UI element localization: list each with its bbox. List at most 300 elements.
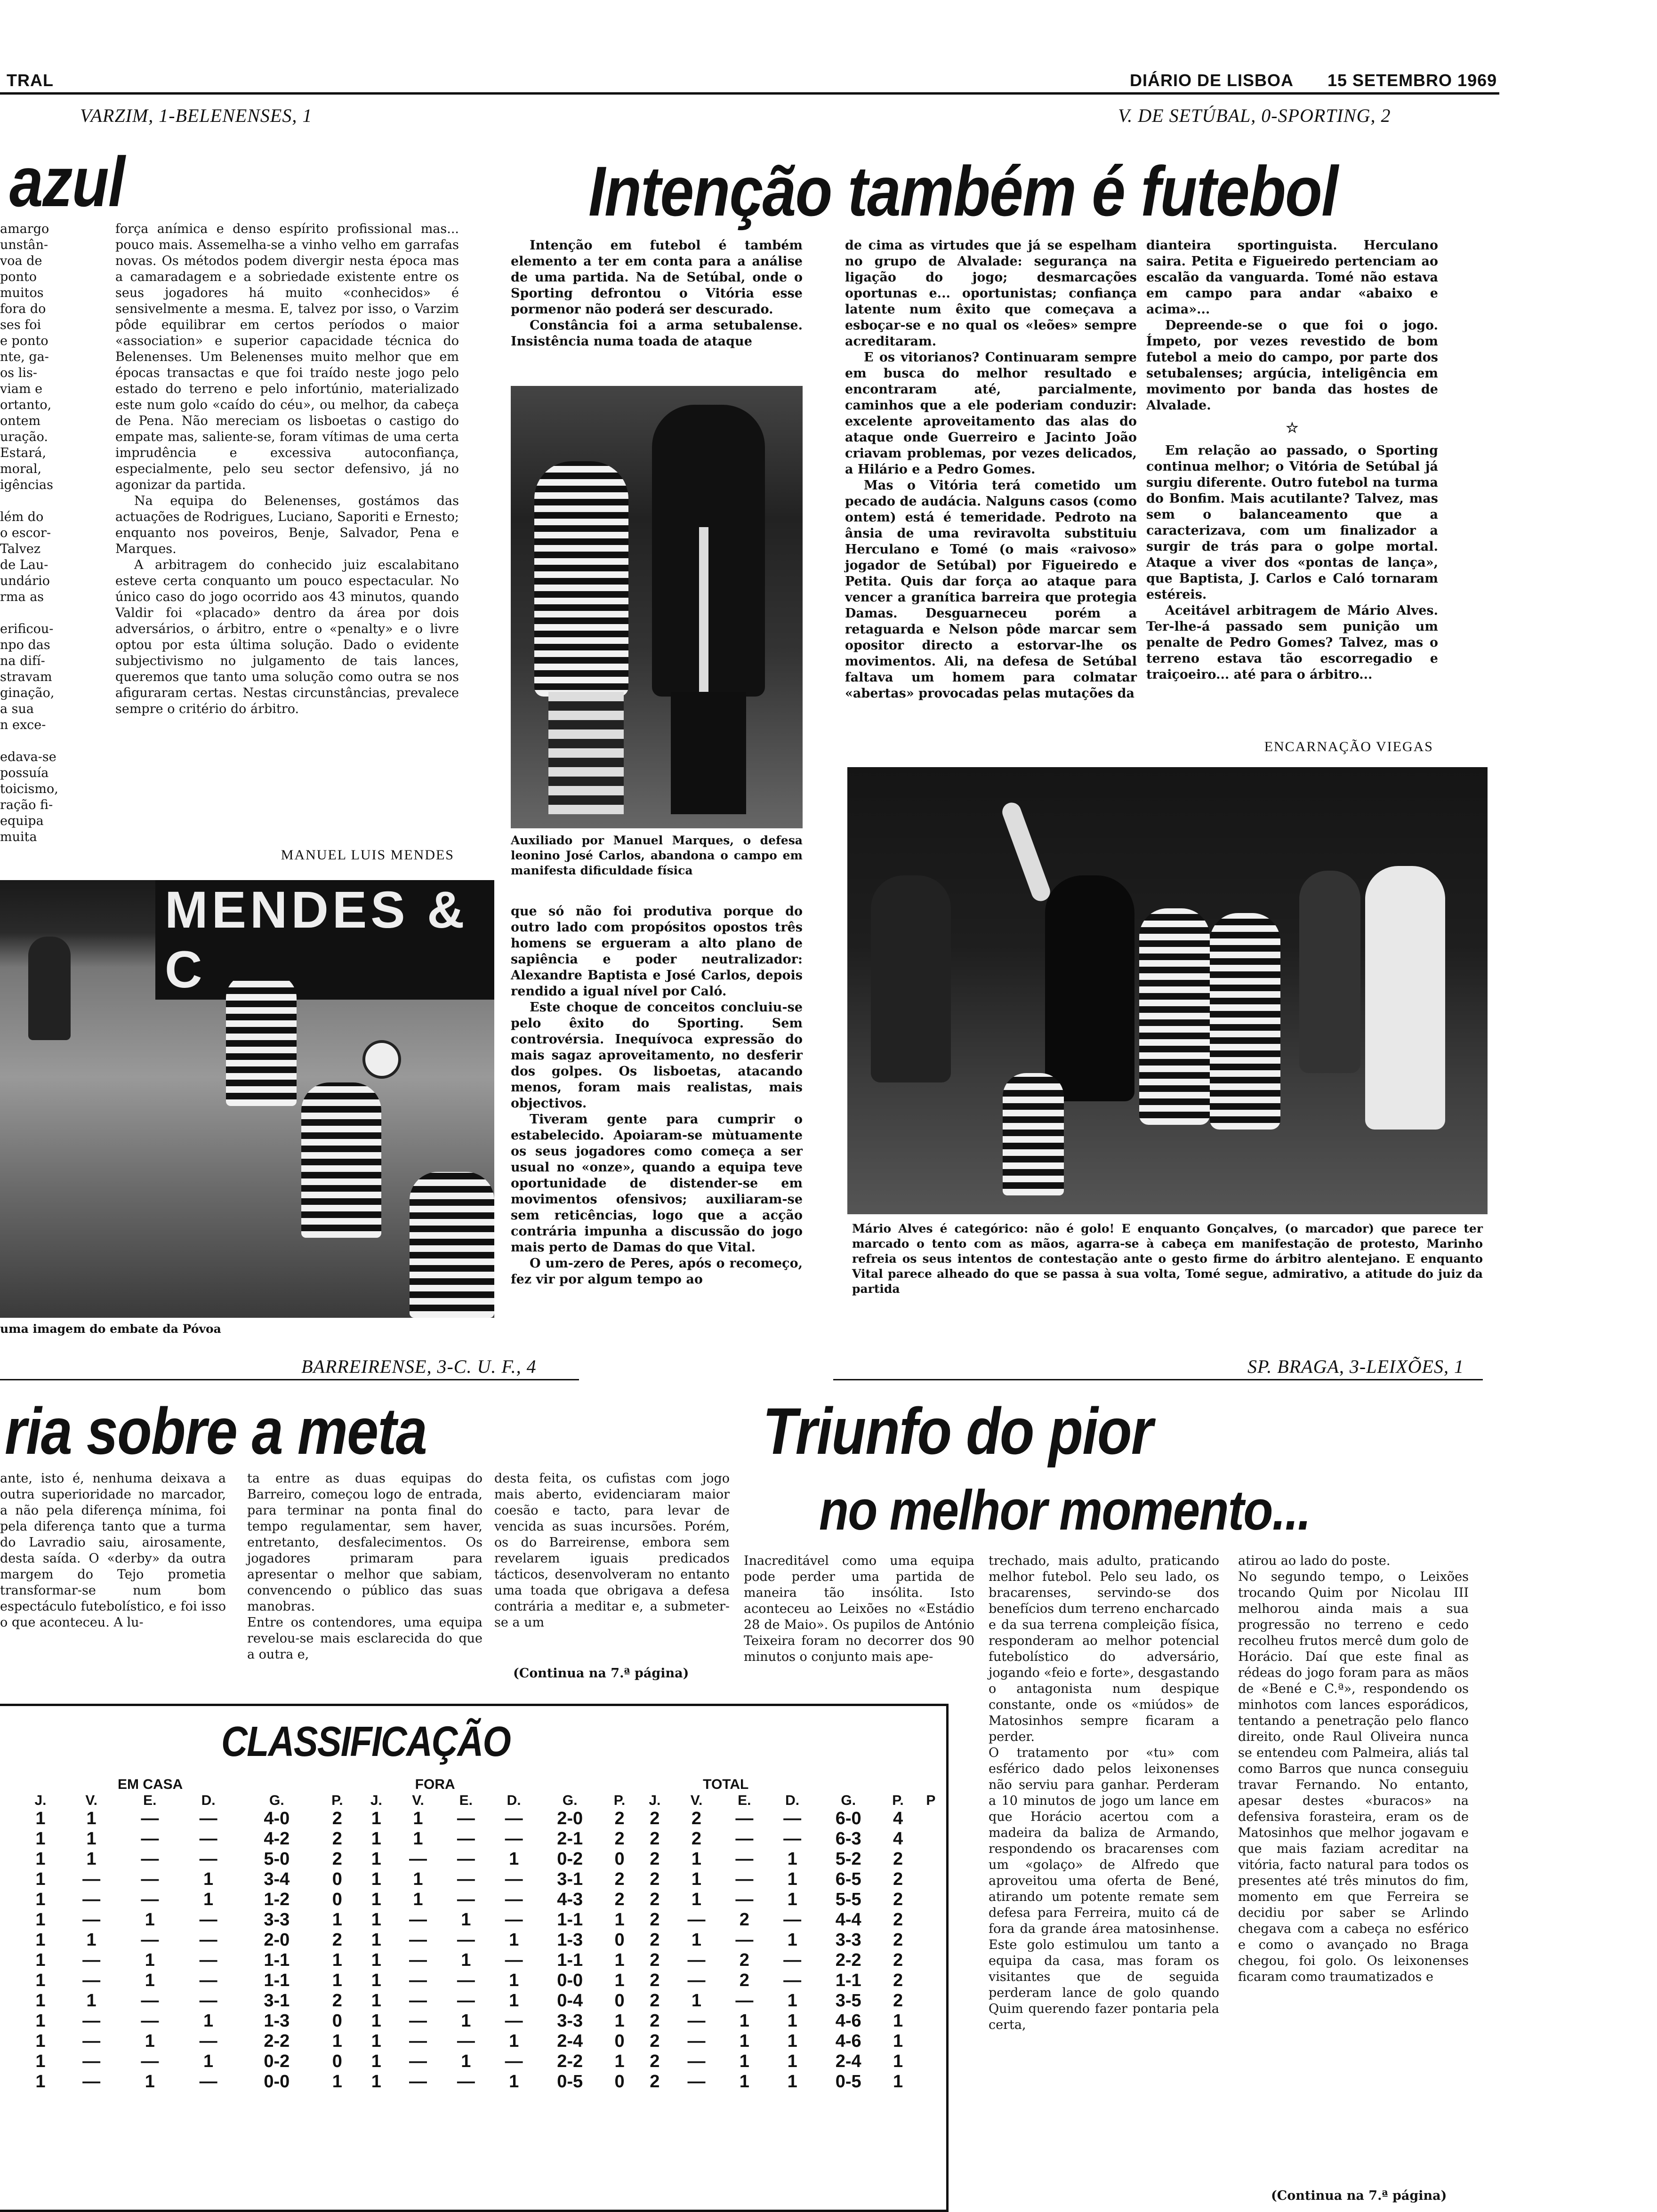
table-cell: 2 xyxy=(614,1890,625,1909)
classificacao-rows xyxy=(19,1809,946,2092)
table-cell: — xyxy=(783,1809,802,1828)
table-cell: 2 xyxy=(332,1930,342,1950)
cut-line: a sua xyxy=(0,702,34,716)
table-cell: 1 xyxy=(35,2031,46,2051)
cut-line: os lis- xyxy=(0,366,37,380)
table-cell: 2-0 xyxy=(557,1809,583,1828)
table-cell: 0-5 xyxy=(557,2072,583,2092)
table-cell: 2 xyxy=(332,1809,342,1828)
table-cell: 2 xyxy=(614,1869,625,1889)
table-row xyxy=(19,2052,946,2072)
section-rule-left xyxy=(0,1379,579,1380)
table-cell: 2-0 xyxy=(264,1930,290,1950)
table-cell: 1 xyxy=(413,1809,423,1828)
table-cell: 2 xyxy=(650,1869,660,1889)
continua-link-braga[interactable]: (Continua na 7.ª página) xyxy=(1271,2188,1447,2203)
table-cell: — xyxy=(199,1910,217,1930)
table-cell: — xyxy=(199,1950,217,1970)
table-cell: 2 xyxy=(614,1829,625,1849)
table-cell: 1 xyxy=(145,2072,155,2092)
table-cell: — xyxy=(141,1869,159,1889)
table-cell: 1 xyxy=(509,1971,519,1990)
table-row xyxy=(19,1930,946,1950)
table-cell: 1 xyxy=(787,2011,797,2031)
table-cell: 1 xyxy=(893,2011,903,2031)
table-cell: 1 xyxy=(509,2072,519,2092)
player-striped xyxy=(534,461,628,697)
player-striped-3 xyxy=(1003,1073,1064,1195)
paragraph: Na equipa do Belenenses, gostámos das actuações de Rodrigues, Luciano, Saporiti e Ernesto; enquanto nos poveiros, Benje, Salvador, Pena e Marques. xyxy=(115,494,459,556)
table-cell: 1 xyxy=(614,1910,625,1930)
cut-line: ortanto, xyxy=(0,398,52,412)
column-header: V. xyxy=(690,1793,703,1808)
column-header: D. xyxy=(507,1793,521,1808)
table-cell: — xyxy=(687,2072,706,2092)
table-cell: — xyxy=(457,1829,475,1849)
cut-line: ses foi xyxy=(0,318,41,332)
table-cell: 2 xyxy=(614,1809,625,1828)
table-cell: — xyxy=(409,2031,427,2051)
table-cell: 4-6 xyxy=(835,2031,861,2051)
table-cell: 1 xyxy=(35,1971,46,1990)
column-header: D. xyxy=(201,1793,216,1808)
table-cell: 1 xyxy=(691,1890,702,1909)
table-cell: 2 xyxy=(650,2031,660,2051)
setubal-col2 xyxy=(845,238,1137,702)
table-cell: 1 xyxy=(461,1950,471,1970)
table-cell: 1 xyxy=(787,2031,797,2051)
table-cell: — xyxy=(457,1849,475,1869)
table-cell: — xyxy=(783,1829,802,1849)
table-cell: 2 xyxy=(332,1829,342,1849)
table-cell: 0-2 xyxy=(264,2052,290,2071)
cut-column xyxy=(0,221,101,845)
table-cell: 1 xyxy=(614,2011,625,2031)
table-cell: 1 xyxy=(371,1971,381,1990)
table-cell: 1 xyxy=(413,1869,423,1889)
table-row xyxy=(19,1809,946,1829)
table-cell: — xyxy=(505,1869,523,1889)
table-cell: — xyxy=(82,1910,101,1930)
table-cell: 1 xyxy=(787,2072,797,2092)
headline-intencao: Intenção também é futebol xyxy=(588,152,1338,231)
table-row xyxy=(19,2031,946,2052)
table-cell: 1-3 xyxy=(264,2011,290,2031)
table-cell: — xyxy=(199,2072,217,2092)
table-cell: 1 xyxy=(371,1950,381,1970)
table-cell: 4-4 xyxy=(835,1910,861,1930)
column-header-row xyxy=(19,1793,946,1809)
table-cell: 5-0 xyxy=(264,1849,290,1869)
table-cell: — xyxy=(409,1991,427,2011)
barreirense-col-b: ta entre as duas equipas do Barreiro, começou logo de entrada, para terminar na ponta final do tempo regulamentar, sem haver, entretanto, desfalecimentos. Os jogadores primaram para apresentar o melhor que sabiam, convencendo o público das suas manobras. Entre os contendores, uma equipa revelou-se mais esclarecida do que a outra e, xyxy=(247,1471,483,1662)
table-cell: — xyxy=(687,2011,706,2031)
table-cell: — xyxy=(409,2072,427,2092)
headline-triunfo-line2: no melhor momento... xyxy=(819,1479,1311,1542)
table-cell: — xyxy=(199,2031,217,2051)
cut-line: nte, ga- xyxy=(0,350,49,364)
table-cell: 3-5 xyxy=(835,1991,861,2011)
table-cell: — xyxy=(735,1890,754,1909)
table-cell: 4 xyxy=(893,1809,903,1828)
table-cell: — xyxy=(141,2052,159,2071)
table-cell: 1 xyxy=(35,1869,46,1889)
table-cell: 1 xyxy=(691,1869,702,1889)
table-cell: 2 xyxy=(650,1971,660,1990)
column-header: E. xyxy=(738,1793,751,1808)
column-header: E. xyxy=(459,1793,473,1808)
table-cell: 1-1 xyxy=(557,1950,583,1970)
table-row xyxy=(19,1890,946,1910)
barreirense-col-c: desta feita, os cufistas com jogo mais aberto, evidenciaram maior coesão e tacto, para levar de vencida as suas incursões. Porém, os do Barreirense, embora sem revelarem iguais predicados tácticos, desenvolveram no entanto uma toada que obrigava a defesa contrária a meditar e, a submeter-se a um xyxy=(494,1471,730,1630)
table-cell: 2 xyxy=(893,1890,903,1909)
group-header-row xyxy=(19,1777,946,1793)
table-cell: 0-0 xyxy=(557,1971,583,1990)
table-cell: — xyxy=(735,1869,754,1889)
paragraph: Depreende-se o que foi o jogo. Ímpeto, por vezes revestido de bom futebol a meio do campo, por parte dos setubalenses; argúcia, inteligência em movimento por banda das hostes de Alvalade. xyxy=(1146,318,1438,413)
table-cell: 3-1 xyxy=(264,1991,290,2011)
header-rule xyxy=(0,92,1499,95)
table-cell: — xyxy=(82,2011,101,2031)
helper-white-stripe xyxy=(699,527,708,706)
cut-line: o escor- xyxy=(0,526,51,540)
table-cell: 1 xyxy=(86,1849,97,1869)
table-cell: — xyxy=(687,1910,706,1930)
column-header: J. xyxy=(370,1793,382,1808)
table-cell: 0 xyxy=(614,2031,625,2051)
table-cell: 1 xyxy=(371,1869,381,1889)
table-cell: 0 xyxy=(332,1890,342,1909)
player-white-kit xyxy=(1365,866,1445,1130)
cut-line: na difí- xyxy=(0,654,45,668)
table-cell: 1 xyxy=(35,1950,46,1970)
player-striped-1 xyxy=(1139,908,1210,1125)
match-kicker-varzim: VARZIM, 1-BELENENSES, 1 xyxy=(80,105,313,126)
cut-line: undário xyxy=(0,574,50,588)
table-cell: 6-3 xyxy=(835,1829,861,1849)
table-cell: 1 xyxy=(413,1890,423,1909)
classificacao-title: CLASSIFICAÇÃO xyxy=(221,1718,511,1765)
column-header: V. xyxy=(412,1793,424,1808)
byline-mendes: MANUEL LUIS MENDES xyxy=(281,847,454,863)
table-cell: — xyxy=(457,1991,475,2011)
table-cell: 0 xyxy=(614,2072,625,2092)
braga-col2: trechado, mais adulto, praticando melhor futebol. Pelo seu lado, os bracarenses, servindo-se dos benefícios dum terreno encharcado e da sua terrena compleição física, responderam ao melhor potencial futebolístico do adversário, jogando «feio e forte», desgastando o antagonista num despique constante, onde os «miúdos» de Matosinhos sempre ficaram a perder. O tratamento por «tu» com esférico dado pelos leixonenses não serviu para ganhar. Perderam a 10 minutos de jogo um lance em que Horácio acertou com a madeira da baliza de Armando, respondendo os bracarenses com um «golaço» de Alfredo que aproveitou uma oferta de Bené, atirando um potente remate sem defesa para Ferreira, muito cá de fora da grande área matosinhense. Este golo estimulou um tanto a equipa da casa, mas foram os visitantes que de seguida perderam lance de golo quando Quim querendo fazer pontaria pela certa, xyxy=(989,1554,1219,2032)
table-cell: — xyxy=(457,2031,475,2051)
table-cell: 1 xyxy=(787,1869,797,1889)
player-striped-2 xyxy=(1210,913,1280,1130)
cut-line: igências xyxy=(0,478,53,492)
cut-line: viam e xyxy=(0,382,43,396)
table-cell: 0 xyxy=(614,1930,625,1950)
table-cell: — xyxy=(409,1849,427,1869)
table-cell: 1 xyxy=(509,2031,519,2051)
table-cell: 2 xyxy=(650,1950,660,1970)
table-cell: 1 xyxy=(614,1971,625,1990)
cut-line: amargo xyxy=(0,222,49,236)
table-cell: 4 xyxy=(893,1829,903,1849)
table-cell: 1 xyxy=(86,1829,97,1849)
paragraph: Aceitável arbitragem de Mário Alves. Ter-lhe-á passado sem punição um penalte de Pedro Gomes? Talvez, mas o terreno estava tão escorregadio e traiçoeiro... até para o árbitro... xyxy=(1146,603,1438,682)
table-cell: 1 xyxy=(509,1930,519,1950)
column-header: J. xyxy=(649,1793,661,1808)
table-cell: — xyxy=(141,2011,159,2031)
braga-col1: Inacreditável como uma equipa pode perder uma partida de maneira tão insólita. Isto aconteceu ao Leixões no «Estádio 28 de Maio». Os pupilos de António Teixeira foram no decorrer dos 90 minutos o conjunto mais ape- xyxy=(744,1554,974,1664)
table-cell: 1 xyxy=(509,1991,519,2011)
table-cell: 1 xyxy=(145,1971,155,1990)
table-cell: — xyxy=(505,1809,523,1828)
player-dark xyxy=(28,937,71,1040)
column-header: V. xyxy=(85,1793,97,1808)
headline-triunfo-line1: Triunfo do pior xyxy=(763,1394,1153,1468)
table-cell: 1-2 xyxy=(264,1890,290,1909)
table-cell: — xyxy=(82,2052,101,2071)
table-cell: — xyxy=(735,1849,754,1869)
cut-line: ginação, xyxy=(0,686,55,700)
table-cell: 2 xyxy=(650,2072,660,2092)
table-cell: 0-0 xyxy=(264,2072,290,2092)
cut-line: moral, xyxy=(0,462,42,476)
match-kicker-setubal: V. DE SETÚBAL, 0-SPORTING, 2 xyxy=(1118,105,1391,126)
table-row xyxy=(19,1869,946,1890)
cut-line: lém do xyxy=(0,510,44,524)
table-cell: 1 xyxy=(893,2031,903,2051)
table-cell: 3-1 xyxy=(557,1869,583,1889)
table-cell: 1 xyxy=(332,2072,342,2092)
photo-mario-alves xyxy=(847,767,1488,1214)
section-separator: ☆ xyxy=(1286,420,1299,436)
table-cell: — xyxy=(735,1809,754,1828)
table-cell: — xyxy=(505,1890,523,1909)
table-cell: — xyxy=(199,1849,217,1869)
table-cell: — xyxy=(141,1930,159,1950)
table-cell: 1 xyxy=(787,2052,797,2071)
table-row xyxy=(19,1849,946,1869)
table-cell: 1 xyxy=(203,1890,214,1909)
football xyxy=(362,1040,401,1079)
paragraph: Mas o Vitória terá cometido um pecado de audácia. Nalguns casos (como ontem) está é temeridade. Pedroto na ânsia de uma reviravolta substituiu Herculano e Tomé (o mais «raivoso» jogador de Setúbal) por Figueiredo e Petita. Quis dar força ao ataque para vencer a granítica barreira que protegia Damas. Desguarneceu porém a retaguarda e Nelson pôde marcar sem opositor directo a estorvar-lhe os movimentos. Ali, na defesa de Setúbal faltava um homem para colmatar «abertas» provocadas pelas mutações da xyxy=(845,478,1137,701)
table-cell: — xyxy=(505,1910,523,1930)
table-cell: — xyxy=(783,1950,802,1970)
table-cell: 1 xyxy=(614,2052,625,2071)
table-cell: 2 xyxy=(650,1809,660,1828)
table-cell: — xyxy=(457,1809,475,1828)
table-cell: 3-3 xyxy=(835,1930,861,1950)
table-cell: 1 xyxy=(35,1910,46,1930)
cut-line: de Lau- xyxy=(0,558,48,572)
table-cell: 1 xyxy=(35,1890,46,1909)
table-cell: 1 xyxy=(691,1991,702,2011)
table-cell: — xyxy=(409,2011,427,2031)
table-cell: 1 xyxy=(371,2072,381,2092)
cut-line: ração fi- xyxy=(0,798,53,812)
table-cell: 1 xyxy=(203,2052,214,2071)
table-cell: 2 xyxy=(332,1991,342,2011)
table-cell: — xyxy=(82,1890,101,1909)
table-cell: — xyxy=(82,2072,101,2092)
table-cell: 1 xyxy=(332,1910,342,1930)
table-cell: — xyxy=(457,2072,475,2092)
helper-tracksuit xyxy=(652,405,765,697)
table-cell: 1 xyxy=(739,2011,749,2031)
table-cell: — xyxy=(409,1910,427,1930)
table-cell: — xyxy=(199,1930,217,1950)
table-row xyxy=(19,1991,946,2011)
table-cell: — xyxy=(687,2052,706,2071)
table-cell: 1 xyxy=(739,2052,749,2071)
table-cell: — xyxy=(505,2052,523,2071)
table-cell: — xyxy=(82,1950,101,1970)
cut-line xyxy=(0,493,101,509)
stadium-sign: MENDES & C xyxy=(155,880,494,1000)
table-cell: 1-1 xyxy=(264,1950,290,1970)
cut-line: fora do xyxy=(0,302,46,316)
table-cell: 2 xyxy=(893,1910,903,1930)
table-cell: 1 xyxy=(35,1991,46,2011)
table-cell: 2 xyxy=(650,1910,660,1930)
cut-line: equipa xyxy=(0,814,44,828)
paragraph: que só não foi produtiva porque do outro lado com propósitos opostos três homens se ergueram a alto plano de sapiência e poder neutralizador: Alexandre Baptista e José Carlos, depois rendido a igual nível por Caló. xyxy=(511,904,803,999)
table-cell: 1 xyxy=(739,2072,749,2092)
table-cell: 2 xyxy=(650,2011,660,2031)
referee-raised-arm xyxy=(1000,800,1053,904)
group-em-casa: EM CASA xyxy=(118,1777,183,1792)
player-striped-left xyxy=(226,974,297,1106)
table-cell: 1 xyxy=(35,2052,46,2071)
cut-line: muita xyxy=(0,830,37,844)
headline-sobre-a-meta: ria sobre a meta xyxy=(5,1394,426,1468)
table-cell: 1 xyxy=(787,1849,797,1869)
table-cell: 4-0 xyxy=(264,1809,290,1828)
table-cell: 2-2 xyxy=(835,1950,861,1970)
cut-line: ontem xyxy=(0,414,41,428)
continua-link-barreirense[interactable]: (Continua na 7.ª página) xyxy=(513,1666,689,1681)
newspaper-name: DIÁRIO DE LISBOA xyxy=(1130,71,1294,90)
cut-line: voa de xyxy=(0,254,42,268)
table-row xyxy=(19,2072,946,2092)
table-cell: 2 xyxy=(893,1930,903,1950)
column-header: G. xyxy=(269,1793,284,1808)
cut-line: toicismo, xyxy=(0,782,58,796)
table-cell: 1 xyxy=(86,1991,97,2011)
table-cell: 0-5 xyxy=(835,2072,861,2092)
table-cell: — xyxy=(735,1829,754,1849)
table-row xyxy=(19,1971,946,1991)
byline-viegas: ENCARNAÇÃO VIEGAS xyxy=(1264,739,1433,754)
table-cell: 1 xyxy=(371,1930,381,1950)
table-cell: 1 xyxy=(35,2072,46,2092)
table-cell: 2 xyxy=(893,1869,903,1889)
table-cell: — xyxy=(687,2031,706,2051)
table-cell: 0 xyxy=(332,1869,342,1889)
cut-line: npo das xyxy=(0,638,50,652)
cut-line: n exce- xyxy=(0,718,46,732)
table-cell: 2 xyxy=(739,1910,749,1930)
table-cell: 5-5 xyxy=(835,1890,861,1909)
table-cell: 1 xyxy=(332,1971,342,1990)
table-cell: — xyxy=(82,1971,101,1990)
table-cell: — xyxy=(82,2031,101,2051)
cut-line: possuía xyxy=(0,766,49,780)
table-cell: — xyxy=(141,1829,159,1849)
photo-caption-mario-alves: Mário Alves é categórico: não é golo! E enquanto Gonçalves, (o marcador) que parece ter marcado o tento com as mãos, agarra-se à cabeça em manifestação de protesto, Marinho refreia os seus intentos de contestação ante o gesto firme do árbitro alentejano. E enquanto Vital parece alheado do que se passa à sua volta, Tomé segue, admirativo, a atitude do juiz da partida xyxy=(852,1222,1483,1296)
table-cell: 1 xyxy=(86,1809,97,1828)
paragraph: de cima as virtudes que já se espelham no grupo de Alvalade: segurança na ligação do jogo; desmarcações oportunas e... oportunistas; confiança latente num êxito que começava a esboçar-se e no qual os «leões» sempre acreditaram. xyxy=(845,238,1137,349)
cut-line xyxy=(0,733,101,749)
player-dark-kit xyxy=(1299,871,1360,1073)
cut-line: Estará, xyxy=(0,446,47,460)
paragraph: A arbitragem do conhecido juiz escalabitano esteve certa conquanto um pouco espectacular. No único caso do jogo ocorrido aos 43 minutos, quando Valdir foi «placado» dentro da área por dois adversários, o árbitro, entre o «penalty» e o livre optou por esta última solução. Dado o evidente subjectivismo no julgamento de tais lances, queremos que tanto uma solução como outra se nos afiguraram certas. Nestas circunstâncias, prevalece sempre o critério do árbitro. xyxy=(115,558,459,716)
table-cell: — xyxy=(199,1809,217,1828)
classificacao-table xyxy=(19,1777,946,2092)
table-cell: 0 xyxy=(614,1991,625,2011)
braga-col3: atirou ao lado do poste. No segundo tempo, o Leixões trocando Quim por Nicolau III melhorou ainda mais a sua progressão no terreno e cedo recolheu frutos mercê dum golo de Horácio. Daí que este final as rédeas do jogo foram para as mãos de «Bené e C.ª», respondendo os minhotos com lances esporádicos, tentando a penetração pelo flanco direito, onde Raul Oliveira nunca se entendeu com Palmeira, aliás tal como Barros que nunca conseguiu travar Fernando. No entanto, apesar destes «buracos» na defensiva forasteira, eram os de Matosinhos que melhor jogavam e que mais faziam acreditar na vitória, facto natural para todos os presentes até três minutos do fim, momento em que Ferreira se decidiu por saber se Arlindo chegava com a cabeça no esférico e como o avançado no Braga chegou, foi golo. Os leixonenses ficaram como traumatizados e xyxy=(1238,1554,1469,1984)
table-cell: — xyxy=(409,1950,427,1970)
section-label: TRAL xyxy=(7,71,54,90)
player-legs xyxy=(548,692,624,814)
table-cell: 2 xyxy=(650,1991,660,2011)
table-cell: — xyxy=(457,1869,475,1889)
issue-date: 15 SETEMBRO 1969 xyxy=(1327,71,1497,90)
column-header: P. xyxy=(613,1793,626,1808)
table-cell: — xyxy=(783,1910,802,1930)
table-cell: — xyxy=(409,1930,427,1950)
table-cell: — xyxy=(457,1890,475,1909)
table-cell: — xyxy=(505,1829,523,1849)
table-cell: — xyxy=(409,1971,427,1990)
headline-azul: azul xyxy=(9,142,125,221)
paragraph: E os vitorianos? Continuaram sempre em busca do melhor resultado e encontraram até, parcialmente, caminhos que a ele poderiam conduzir: excelente aproveitamento das alas do ataque onde Guerreiro e Jacinto João criavam problemas, por vezes delicados, a Hilário e a Pedro Gomes. xyxy=(845,350,1137,477)
match-kicker-barreirense: BARREIRENSE, 3-C. U. F., 4 xyxy=(301,1356,537,1377)
table-cell: 1 xyxy=(371,2031,381,2051)
table-cell: 1 xyxy=(371,1809,381,1828)
table-row xyxy=(19,2011,946,2031)
table-cell: — xyxy=(199,1971,217,1990)
photo-caption-povoa: uma imagem do embate da Póvoa xyxy=(0,1322,221,1336)
table-row xyxy=(19,1950,946,1971)
photo-caption-jose-carlos: Auxiliado por Manuel Marques, o defesa leonino José Carlos, abandona o campo em manifesta dificuldade física xyxy=(511,834,803,877)
table-cell: 1 xyxy=(35,1930,46,1950)
table-cell: 1 xyxy=(145,2031,155,2051)
table-cell: 1 xyxy=(691,1930,702,1950)
table-cell: — xyxy=(457,1930,475,1950)
table-cell: 4-2 xyxy=(264,1829,290,1849)
column-header: D. xyxy=(785,1793,800,1808)
table-cell: 0 xyxy=(332,2011,342,2031)
table-cell: 2 xyxy=(650,1930,660,1950)
table-cell: 1 xyxy=(461,2052,471,2071)
table-cell: 1 xyxy=(371,1991,381,2011)
table-cell: 5-2 xyxy=(835,1849,861,1869)
paragraph: Este choque de conceitos concluiu-se pelo êxito do Sporting. Sem controvérsia. Inequívoca expressão do mais sagaz aproveitamento, no desferir dos golpes. Os lisboetas, atacando menos, foram mais realistas, mais objectivos. xyxy=(511,1000,803,1111)
cut-line: Talvez xyxy=(0,542,41,556)
table-cell: 2 xyxy=(893,1971,903,1990)
table-cell: 2 xyxy=(650,1829,660,1849)
table-cell: 4-6 xyxy=(835,2011,861,2031)
table-cell: 2 xyxy=(739,1971,749,1990)
table-cell: 1 xyxy=(86,1930,97,1950)
table-cell: 1 xyxy=(893,2072,903,2092)
table-row xyxy=(19,1910,946,1930)
table-cell: — xyxy=(687,1971,706,1990)
referee xyxy=(1045,875,1134,1101)
table-cell: 2 xyxy=(893,1950,903,1970)
column-header: P. xyxy=(331,1793,343,1808)
table-cell: — xyxy=(409,2052,427,2071)
table-cell: 2-1 xyxy=(557,1829,583,1849)
table-cell: — xyxy=(783,1971,802,1990)
table-cell: 1 xyxy=(893,2052,903,2071)
